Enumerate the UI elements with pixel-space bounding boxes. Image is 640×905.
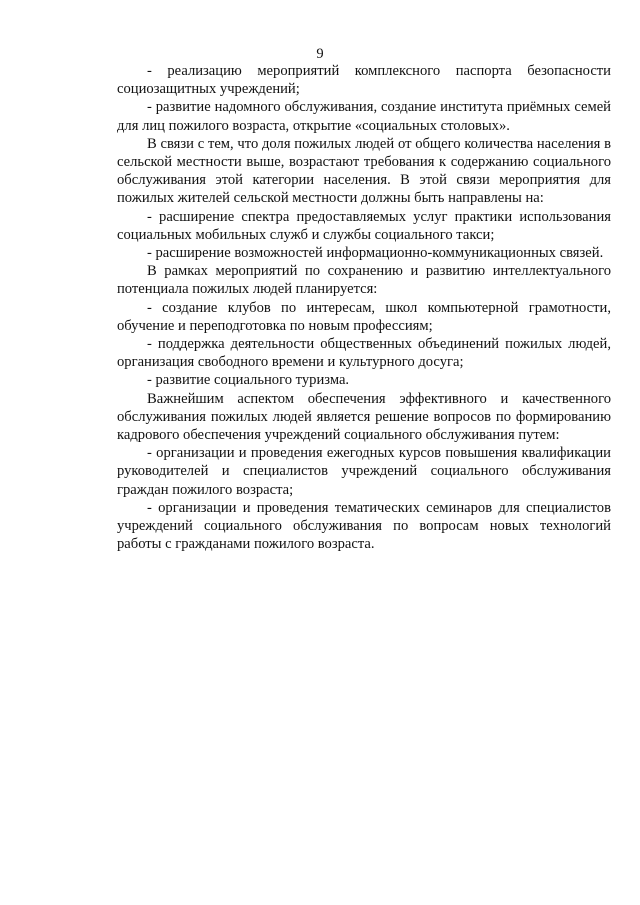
paragraph-4: - расширение спектра предоставляемых услуг практики использования социальных мобильных служб и службы социального такси; bbox=[117, 208, 611, 243]
paragraph-7: - создание клубов по интересам, школ компьютерной грамотности, обучение и переподготовка по новым профессиям; bbox=[117, 299, 611, 334]
document-body bbox=[117, 62, 611, 553]
paragraph-3: В связи с тем, что доля пожилых людей от общего количества населения в сельской местности выше, возрастают требования к содержанию социального обслуживания этой категории населения. В этой связи мероприятия для пожилых жителей сельской местности должны быть направлены на: bbox=[117, 135, 611, 207]
paragraph-10: Важнейшим аспектом обеспечения эффективного и качественного обслуживания пожилых людей является решение вопросов по формированию кадрового обеспечения учреждений социального обслуживания путем: bbox=[117, 390, 611, 444]
paragraph-9: - развитие социального туризма. bbox=[147, 372, 350, 389]
paragraph-11: - организации и проведения ежегодных курсов повышения квалификации руководителей и специалистов учреждений социального обслуживания граждан пожилого возраста; bbox=[117, 445, 611, 498]
paragraph-12: - организации и проведения тематических семинаров для специалистов учреждений социального обслуживания по вопросам новых технологий работы с гражданами пожилого возраста. bbox=[117, 499, 611, 553]
paragraph-6: В рамках мероприятий по сохранению и развитию интеллектуального потенциала пожилых людей планируется: bbox=[117, 263, 611, 298]
paragraph-8: - поддержка деятельности общественных объединений пожилых людей, организация свободного времени и культурного досуга; bbox=[117, 336, 611, 371]
paragraph-2: - развитие надомного обслуживания, создание института приёмных семей для лиц пожилого возраста, открытие «социальных столовых». bbox=[117, 99, 611, 134]
paragraph-5: - расширение возможностей информационно-коммуникационных связей. bbox=[147, 245, 604, 262]
page-number: 9 bbox=[316, 46, 324, 62]
paragraph-1: - реализацию мероприятий комплексного паспорта безопасности социозащитных учреждений; bbox=[117, 63, 611, 98]
